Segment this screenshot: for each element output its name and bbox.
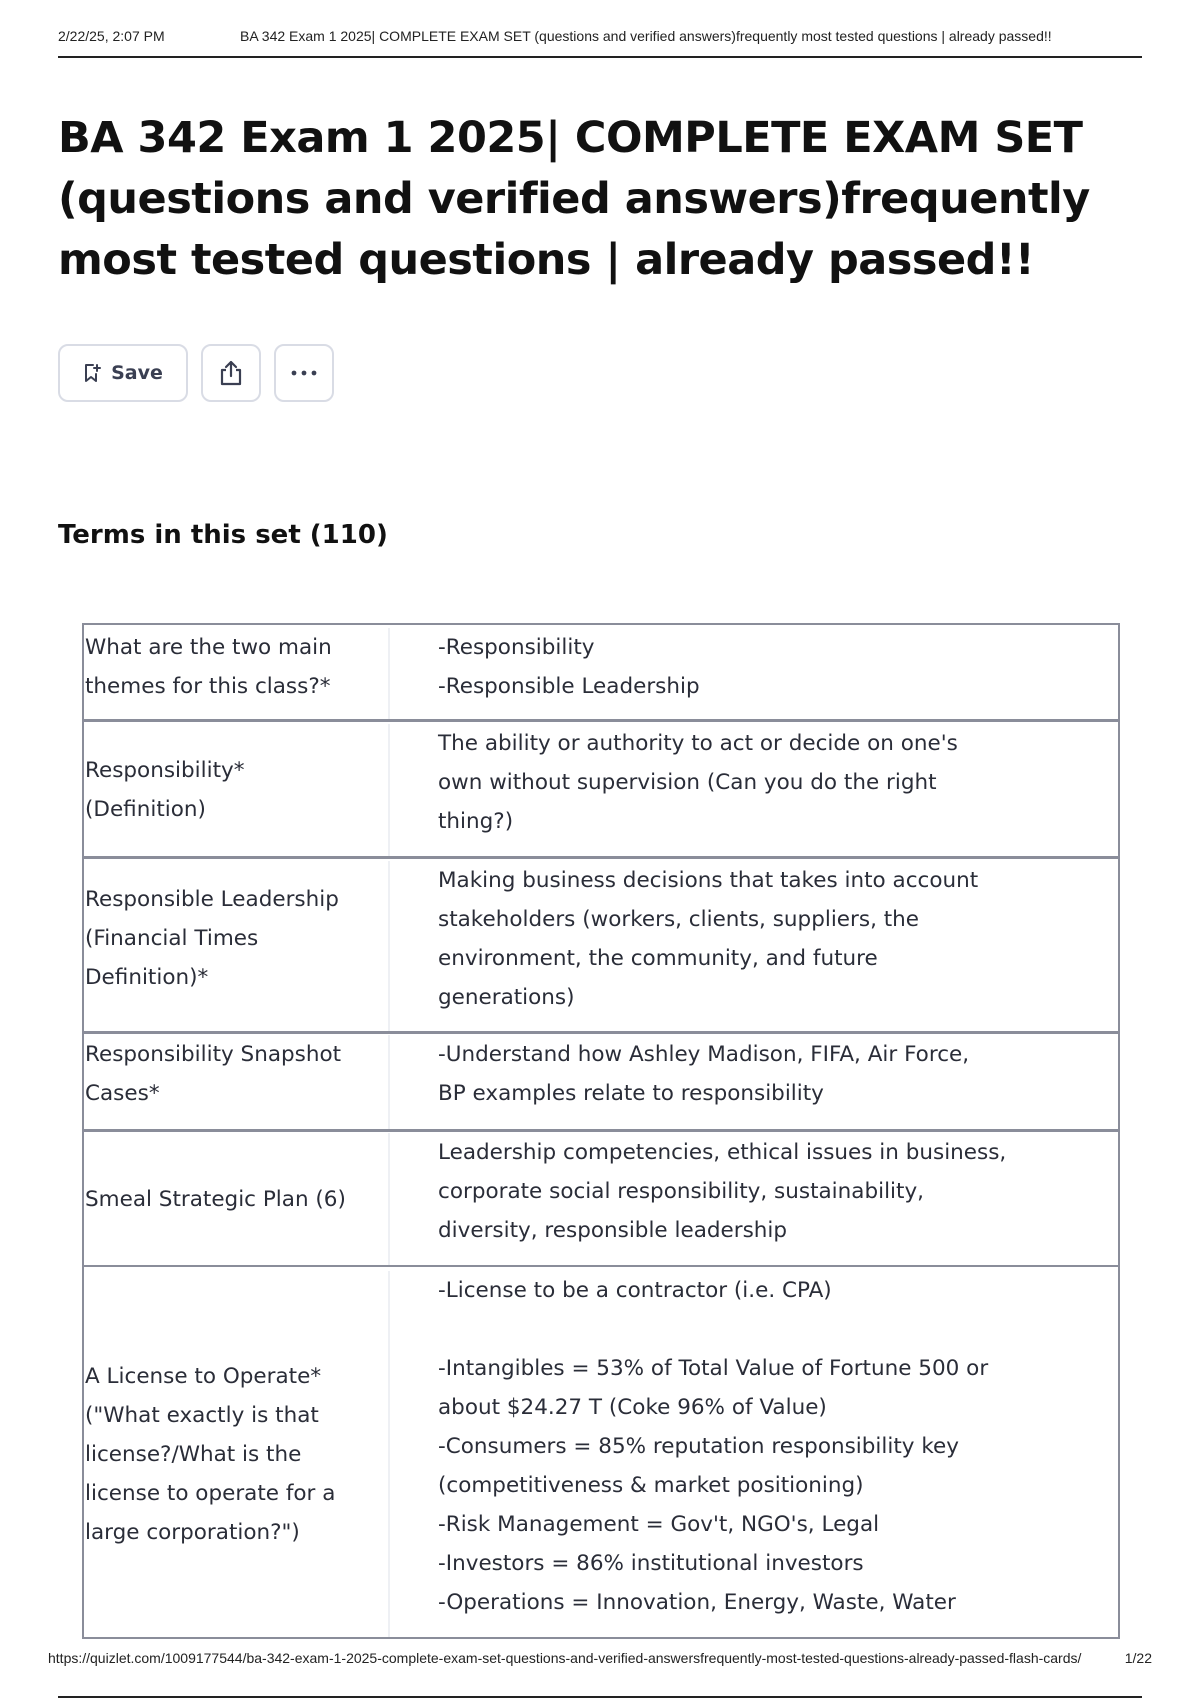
term-cell: What are the two main themes for this class?* [84,628,390,719]
more-icon [290,369,318,377]
share-icon [218,359,244,387]
table-row [84,856,1118,1031]
table-row [84,1031,1118,1129]
print-date: 2/22/25, 2:07 PM [58,28,165,44]
definition-cell: Leadership competencies, ethical issues in business, corporate social responsibility, sustainability, diversity, responsible leadership [438,1140,1007,1243]
table-row [84,625,1118,719]
page-number: 1/22 [1124,1650,1152,1666]
share-button[interactable] [201,344,261,402]
definition-cell: -Understand how Ashley Madison, FIFA, Air Force, BP examples relate to responsibility [438,1042,970,1106]
table-row [84,1265,1118,1637]
print-footer [48,1650,1152,1666]
set-toolbar [58,344,334,402]
term-cell: A License to Operate* ("What exactly is that license?/What is the license to operate for a large corporation?") [84,1271,390,1637]
table-row [84,719,1118,856]
save-button[interactable] [58,344,188,402]
definition-cell: -License to be a contractor (i.e. CPA) -Intangibles = 53% of Total Value of Fortune 500 or about $24.27 T (Coke 96% of Value) -Consumers = 85% reputation responsibility key (competitiveness & market positioning) -Risk Management = Gov't, NGO's, Legal -Investors = 86% institutional investors -Operations = Innovation, Energy, Waste, Water [438,1278,989,1615]
terms-heading: Terms in this set (110) [58,520,388,550]
bookmark-add-icon [83,363,101,383]
definition-cell: Making business decisions that takes into account stakeholders (workers, clients, suppliers, the environment, the community, and future generations) [438,868,979,1010]
page-title: BA 342 Exam 1 2025| COMPLETE EXAM SET (questions and verified answers)frequently most tested questions | already passed!! [58,113,1090,285]
table-row [84,1129,1118,1265]
definition-cell: -Responsibility -Responsible Leadership [438,635,700,699]
terms-table [82,623,1120,1639]
footer-divider [58,1696,1142,1698]
print-title: BA 342 Exam 1 2025| COMPLETE EXAM SET (questions and verified answers)frequently most tested questions | already passed!! [240,28,1052,44]
print-header [58,28,1142,58]
save-label: Save [111,362,163,384]
term-cell: Responsibility* (Definition) [84,724,390,856]
term-cell: Responsible Leadership (Financial Times Definition)* [84,861,390,1031]
term-cell: Smeal Strategic Plan (6) [84,1133,390,1265]
term-cell: Responsibility Snapshot Cases* [84,1035,390,1129]
definition-cell: The ability or authority to act or decide on one's own without supervision (Can you do the right thing?) [438,731,958,834]
print-url: https://quizlet.com/1009177544/ba-342-exam-1-2025-complete-exam-set-questions-and-verified-answersfrequently-most-tested-questions-already-passed-flash-cards/ [48,1650,1082,1666]
more-button[interactable] [274,344,334,402]
